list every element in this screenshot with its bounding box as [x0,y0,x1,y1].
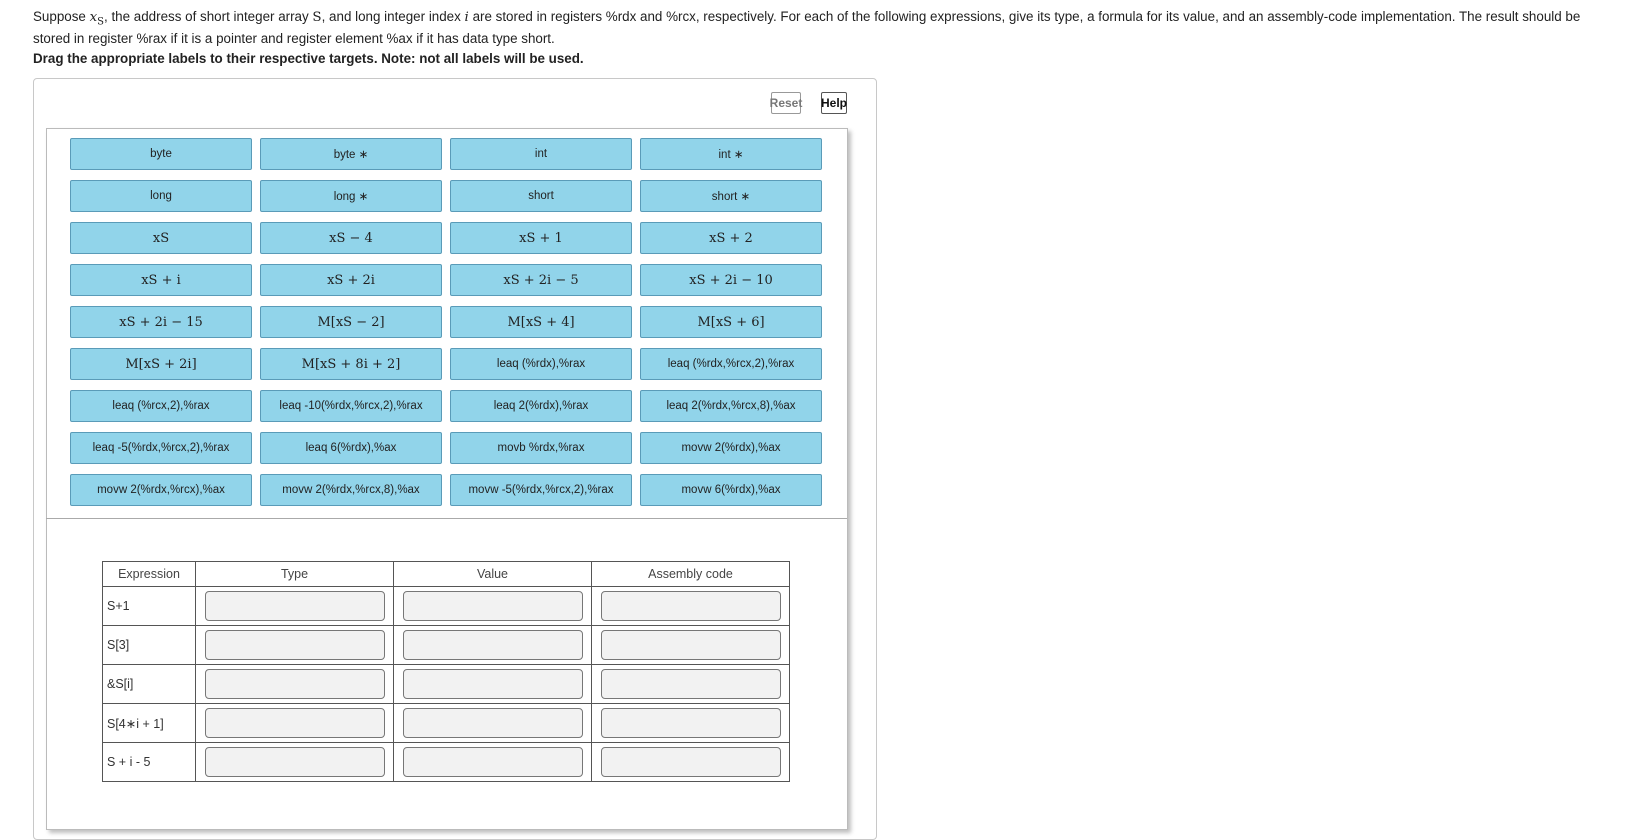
drag-label[interactable]: leaq 2(%rdx,%rcx,8),%ax [640,390,822,422]
drag-label[interactable]: movw 2(%rdx,%rcx,8),%ax [260,474,442,506]
drag-label[interactable]: leaq (%rcx,2),%rax [70,390,252,422]
drag-label[interactable]: leaq 2(%rdx),%rax [450,390,632,422]
drag-label[interactable]: leaq -10(%rdx,%rcx,2),%rax [260,390,442,422]
type-drop-target[interactable] [205,630,385,660]
drag-label[interactable]: M[xS + 8i + 2] [260,348,442,380]
drag-label[interactable]: xS − 4 [260,222,442,254]
header-type: Type [196,562,394,587]
header-value: Value [394,562,592,587]
drag-label[interactable]: xS + 2i − 5 [450,264,632,296]
drag-label[interactable]: xS + i [70,264,252,296]
type-cell [196,626,394,665]
reset-button[interactable]: Reset [771,92,801,114]
type-cell [196,587,394,626]
drag-label[interactable]: M[xS + 4] [450,306,632,338]
assembly-drop-target[interactable] [601,630,781,660]
expression-cell: S[3] [103,626,196,665]
drag-label[interactable]: M[xS + 2i] [70,348,252,380]
value-drop-target[interactable] [403,630,583,660]
value-drop-target[interactable] [403,591,583,621]
type-cell [196,665,394,704]
assembly-drop-target[interactable] [601,669,781,699]
answer-table [102,561,790,782]
drag-label[interactable]: movb %rdx,%rax [450,432,632,464]
drag-label[interactable]: xS + 2i − 15 [70,306,252,338]
drag-label[interactable]: int [450,138,632,170]
table-row [103,626,790,665]
drag-label[interactable]: xS + 1 [450,222,632,254]
assembly-cell [592,743,790,782]
value-cell [394,626,592,665]
drag-label[interactable]: byte [70,138,252,170]
drag-label[interactable]: short ∗ [640,180,822,212]
drag-label[interactable]: byte ∗ [260,138,442,170]
table-row [103,665,790,704]
drag-instruction: Drag the appropriate labels to their respective targets. Note: not all labels will be used. [33,51,584,66]
prompt-text: , the address of short integer array [104,9,313,24]
drag-label[interactable]: movw 2(%rdx,%rcx),%ax [70,474,252,506]
prompt-text: , and long integer index [321,9,465,24]
table-row [103,704,790,743]
assembly-cell [592,626,790,665]
value-drop-target[interactable] [403,708,583,738]
assembly-drop-target[interactable] [601,708,781,738]
assembly-drop-target[interactable] [601,747,781,777]
assembly-cell [592,704,790,743]
expression-cell: S + i - 5 [103,743,196,782]
index-symbol: i [464,10,469,25]
header-assembly: Assembly code [592,562,790,587]
table-header-row [103,562,790,587]
drag-label[interactable]: long ∗ [260,180,442,212]
table-row [103,587,790,626]
prompt-text: Suppose [33,9,90,24]
label-bank [70,138,822,506]
drag-label[interactable]: M[xS − 2] [260,306,442,338]
drag-label[interactable]: M[xS + 6] [640,306,822,338]
value-cell [394,587,592,626]
drag-label[interactable]: movw -5(%rdx,%rcx,2),%rax [450,474,632,506]
value-drop-target[interactable] [403,669,583,699]
drag-label[interactable]: xS + 2 [640,222,822,254]
drag-label[interactable]: leaq (%rdx),%rax [450,348,632,380]
drag-label[interactable]: leaq (%rdx,%rcx,2),%rax [640,348,822,380]
expression-cell: S[4∗i + 1] [103,704,196,743]
expression-cell: S+1 [103,587,196,626]
drag-label[interactable]: movw 6(%rdx),%ax [640,474,822,506]
drag-label[interactable]: xS + 2i [260,264,442,296]
table-row [103,743,790,782]
drag-label[interactable]: xS [70,222,252,254]
drag-label[interactable]: xS + 2i − 10 [640,264,822,296]
xs-symbol: $x_S$ [89,10,105,28]
expression-cell: &S[i] [103,665,196,704]
value-cell [394,743,592,782]
question-prompt [33,9,1613,47]
array-symbol: S [312,10,322,25]
type-drop-target[interactable] [205,591,385,621]
header-expression: Expression [103,562,196,587]
help-button[interactable]: Help [821,92,847,114]
drag-label[interactable]: long [70,180,252,212]
panel-divider [46,518,847,519]
type-drop-target[interactable] [205,747,385,777]
type-cell [196,704,394,743]
drag-label[interactable]: movw 2(%rdx),%ax [640,432,822,464]
value-cell [394,704,592,743]
assembly-cell [592,665,790,704]
value-cell [394,665,592,704]
drag-label[interactable]: int ∗ [640,138,822,170]
assembly-drop-target[interactable] [601,591,781,621]
drag-label[interactable]: leaq -5(%rdx,%rcx,2),%rax [70,432,252,464]
drag-label[interactable]: leaq 6(%rdx),%ax [260,432,442,464]
type-cell [196,743,394,782]
type-drop-target[interactable] [205,708,385,738]
assembly-cell [592,587,790,626]
prompt-text: are stored in registers %rdx and %rcx, respectively. For each of the following expressions, give its type, a formula for its value, and an assembly-code implementation. The result should be stored in register %rax if it is a pointer and register element %ax if it has data type short. [33,9,1581,46]
drag-label[interactable]: short [450,180,632,212]
value-drop-target[interactable] [403,747,583,777]
type-drop-target[interactable] [205,669,385,699]
